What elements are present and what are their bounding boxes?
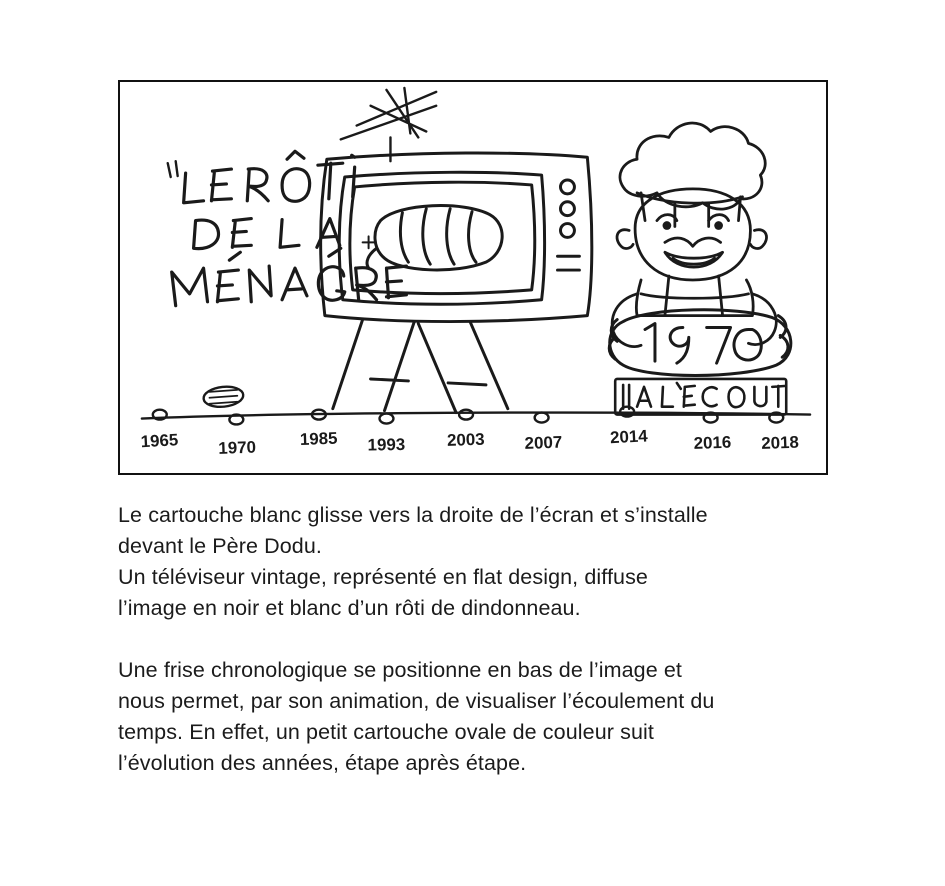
storyboard-frame: [118, 80, 828, 475]
timeline-year: 2016: [693, 432, 732, 453]
timeline-year: 2018: [760, 432, 800, 453]
storyboard-sketch: [120, 82, 826, 473]
timeline-year: 2003: [446, 429, 485, 450]
caption-line: Une frise chronologique se positionne en bas de l’image et: [118, 658, 682, 682]
caption-line: l’image en noir et blanc d’un rôti de dindonneau.: [118, 596, 581, 620]
paragraph-spacer: [118, 624, 878, 655]
a-lecoute-plaque: [615, 379, 786, 415]
caption-line: Un téléviseur vintage, représenté en flat design, diffuse: [118, 565, 648, 589]
tv-antenna-icon: [341, 88, 436, 161]
caption-line: nous permet, par son animation, de visualiser l’écoulement du: [118, 689, 715, 713]
caption-line: temps. En effet, un petit cartouche ovale de couleur suit: [118, 720, 654, 744]
timeline-year-labels: [140, 426, 799, 457]
caption-line: l’évolution des années, étape après étape.: [118, 751, 527, 775]
timeline-year: 2007: [524, 432, 563, 453]
timeline-year: 1993: [367, 434, 406, 455]
caption-paragraph-1: [118, 500, 878, 624]
television-icon: [321, 153, 592, 413]
timeline-year: 1985: [299, 428, 338, 449]
caption-block: [118, 500, 878, 779]
timeline-year: 1970: [218, 437, 257, 458]
timeline-year: 1965: [140, 430, 179, 452]
roast-turkey-sketch: [367, 206, 502, 270]
timeline-year: 2014: [609, 426, 649, 448]
caption-line: Le cartouche blanc glisse vers la droite de l’écran et s’installe: [118, 503, 708, 527]
caption-line: devant le Père Dodu.: [118, 534, 322, 558]
caption-paragraph-2: [118, 655, 878, 779]
